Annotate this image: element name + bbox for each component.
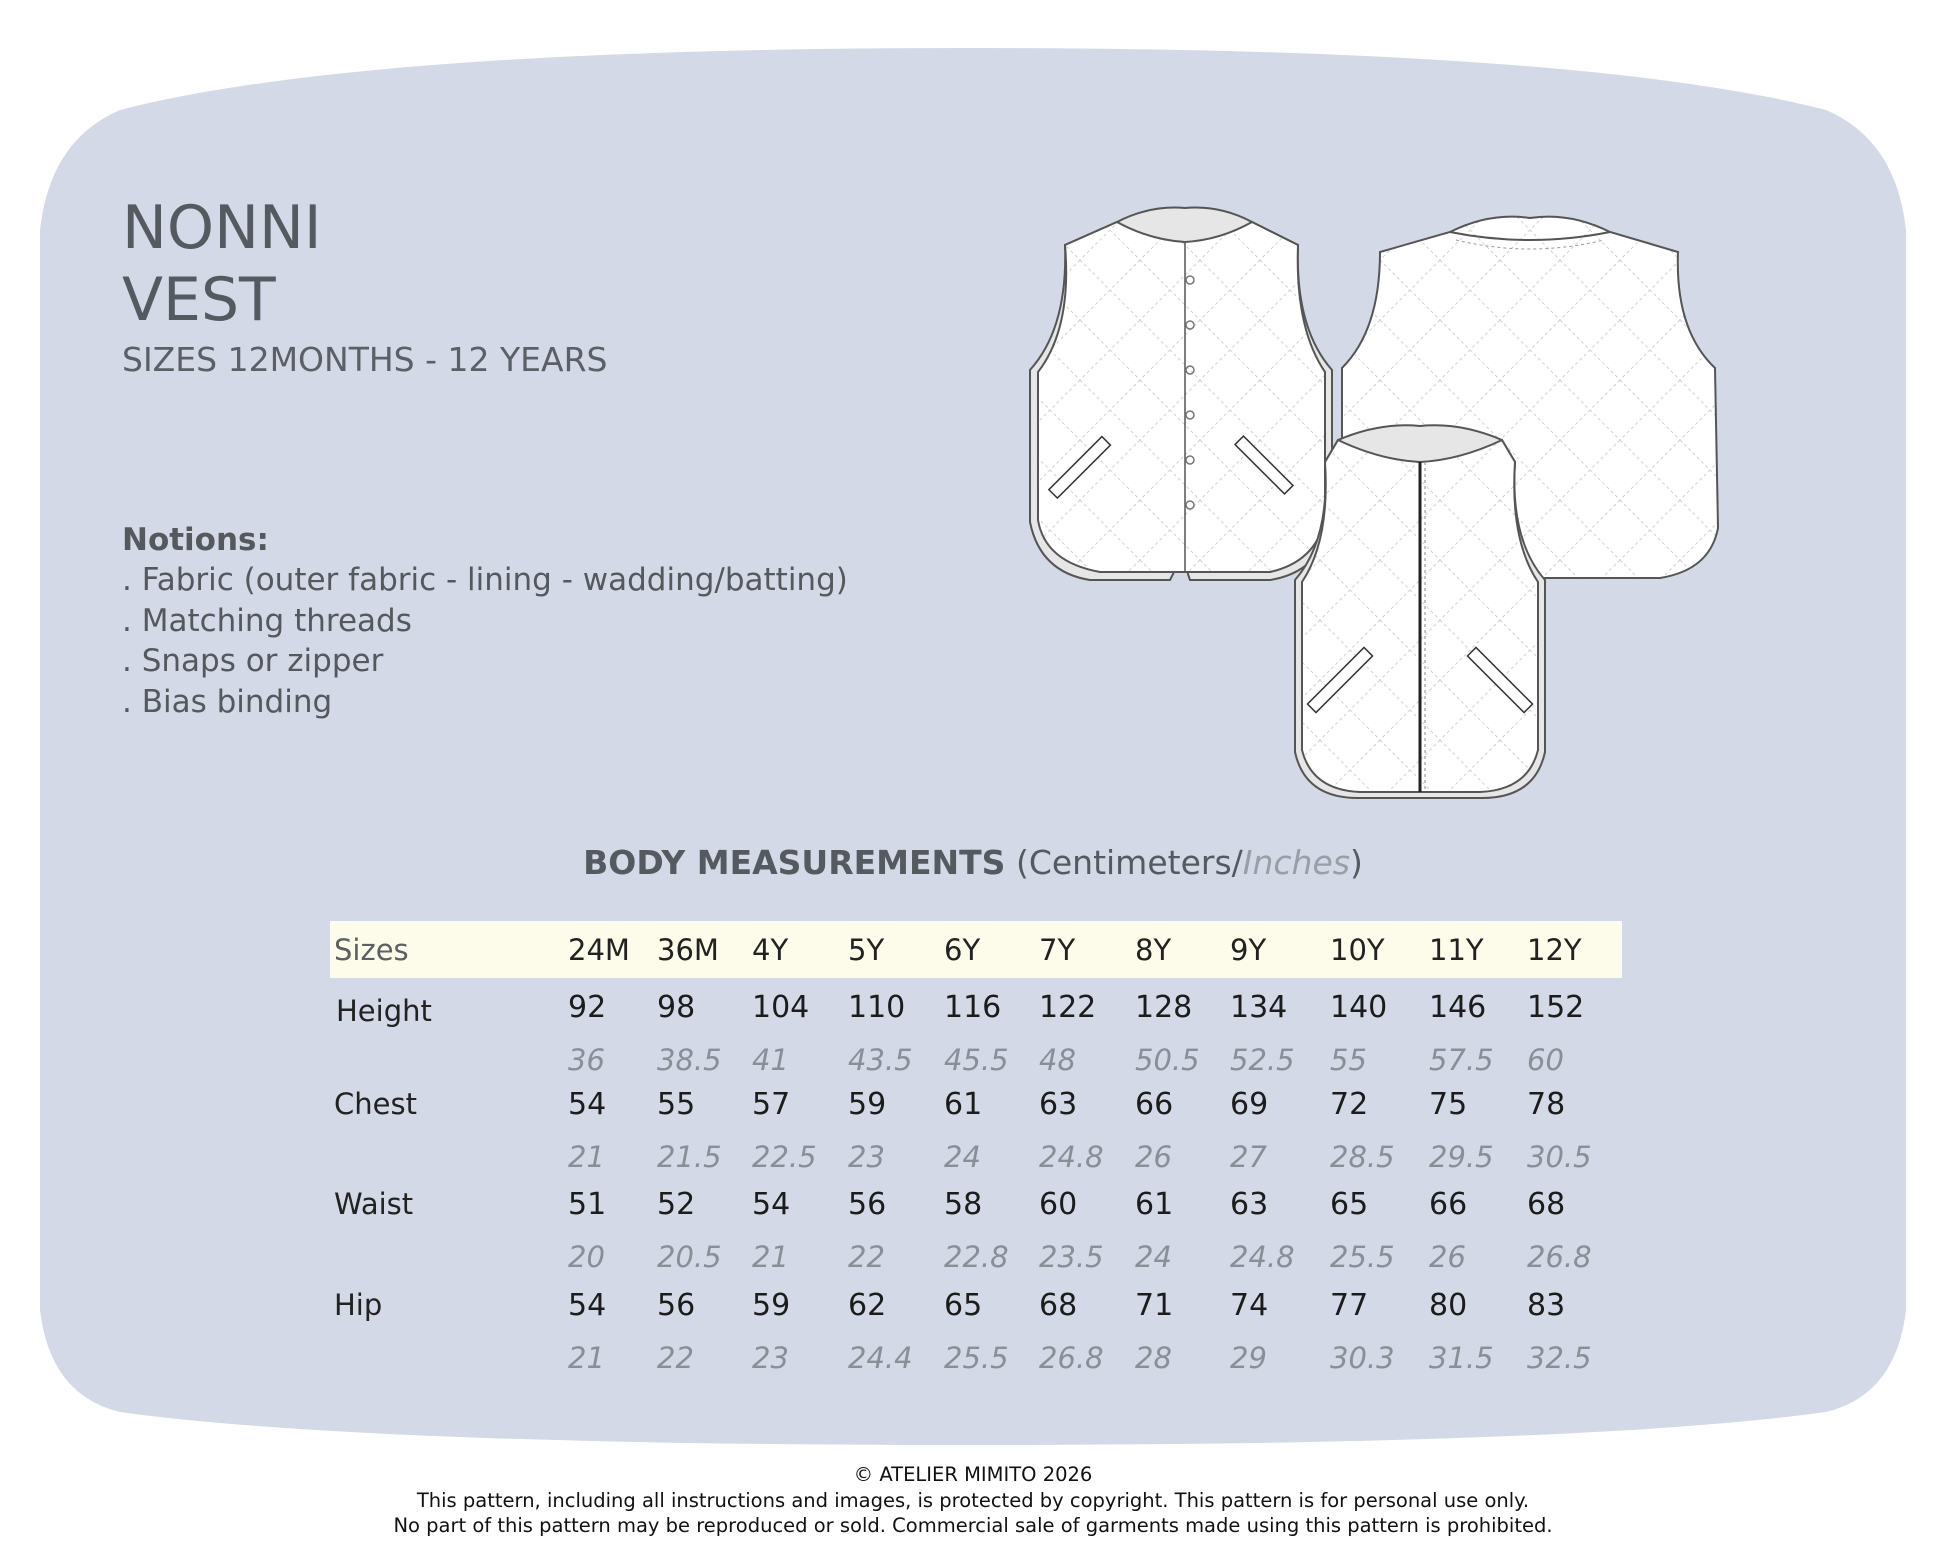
inch-value-cell: 29.5	[1429, 1140, 1494, 1174]
cm-value-cell: 63	[1230, 1187, 1269, 1222]
cm-value-cell: 72	[1330, 1087, 1369, 1122]
copyright-footer	[0, 1462, 1946, 1539]
cm-value-cell: 78	[1527, 1087, 1566, 1122]
cm-value-cell: 92	[568, 990, 607, 1025]
size-header-cell: 8Y	[1135, 933, 1172, 967]
cm-value-cell: 98	[657, 990, 696, 1025]
inch-value-cell: 21	[568, 1341, 605, 1375]
inch-value-cell: 24.8	[1230, 1240, 1295, 1274]
size-range-subtitle: SIZES 12MONTHS - 12 YEARS	[122, 340, 608, 379]
measurements-title-inches: Inches	[1242, 843, 1350, 882]
cm-value-cell: 122	[1039, 990, 1097, 1025]
inch-value-cell: 26	[1429, 1240, 1466, 1274]
measurements-title-close: )	[1349, 843, 1363, 882]
inch-value-cell: 41	[752, 1043, 789, 1077]
cm-value-cell: 152	[1527, 990, 1585, 1025]
inch-value-cell: 43.5	[848, 1043, 913, 1077]
cm-value-cell: 66	[1429, 1187, 1468, 1222]
inch-value-cell: 23.5	[1039, 1240, 1104, 1274]
cm-value-cell: 59	[752, 1288, 791, 1323]
cm-value-cell: 58	[944, 1187, 983, 1222]
cm-value-cell: 140	[1330, 990, 1388, 1025]
size-header-cell: 4Y	[752, 933, 789, 967]
cm-value-cell: 61	[944, 1087, 983, 1122]
cm-value-cell: 61	[1135, 1187, 1174, 1222]
notion-item: . Bias binding	[122, 683, 333, 720]
row-label-hip: Hip	[334, 1288, 383, 1322]
notions-section	[122, 520, 848, 722]
title-line-2: VEST	[122, 265, 276, 335]
cm-value-cell: 75	[1429, 1087, 1468, 1122]
inch-value-cell: 30.5	[1527, 1140, 1592, 1174]
inch-value-cell: 23	[752, 1341, 789, 1375]
row-label-waist: Waist	[334, 1187, 414, 1221]
inch-value-cell: 25.5	[944, 1341, 1009, 1375]
inch-value-cell: 23	[848, 1140, 885, 1174]
cm-value-cell: 60	[1039, 1187, 1078, 1222]
cm-value-cell: 83	[1527, 1288, 1566, 1323]
inch-value-cell: 27	[1230, 1140, 1267, 1174]
cm-value-cell: 55	[657, 1087, 696, 1122]
cm-value-cell: 69	[1230, 1087, 1269, 1122]
cm-value-cell: 71	[1135, 1288, 1174, 1323]
inch-value-cell: 21	[568, 1140, 605, 1174]
cm-value-cell: 128	[1135, 990, 1193, 1025]
inch-value-cell: 20.5	[657, 1240, 722, 1274]
cm-value-cell: 63	[1039, 1087, 1078, 1122]
vest-front-snaps-view	[1030, 208, 1332, 580]
size-header-cell: 24M	[568, 933, 630, 967]
inch-value-cell: 22.8	[944, 1240, 1009, 1274]
sizes-label: Sizes	[334, 933, 409, 967]
cm-value-cell: 52	[657, 1187, 696, 1222]
cm-value-cell: 146	[1429, 990, 1487, 1025]
inch-value-cell: 24.8	[1039, 1140, 1104, 1174]
notion-item: . Matching threads	[122, 602, 412, 639]
row-label-chest: Chest	[334, 1087, 417, 1121]
inch-value-cell: 45.5	[944, 1043, 1009, 1077]
cm-value-cell: 116	[944, 990, 1002, 1025]
cm-value-cell: 54	[568, 1087, 607, 1122]
cm-value-cell: 62	[848, 1288, 887, 1323]
size-header-cell: 9Y	[1230, 933, 1267, 967]
cm-value-cell: 66	[1135, 1087, 1174, 1122]
size-header-cell: 10Y	[1330, 933, 1385, 967]
size-header-cell: 7Y	[1039, 933, 1076, 967]
inch-value-cell: 29	[1230, 1341, 1267, 1375]
pattern-title	[122, 192, 322, 336]
inch-value-cell: 24	[944, 1140, 981, 1174]
inch-value-cell: 36	[568, 1043, 605, 1077]
cm-value-cell: 54	[568, 1288, 607, 1323]
cm-value-cell: 74	[1230, 1288, 1269, 1323]
inch-value-cell: 22	[848, 1240, 885, 1274]
cm-value-cell: 56	[657, 1288, 696, 1323]
notion-item: . Fabric (outer fabric - lining - wadding/batting)	[122, 562, 848, 598]
vest-illustration	[1020, 200, 1740, 820]
inch-value-cell: 60	[1527, 1043, 1564, 1077]
inch-value-cell: 52.5	[1230, 1043, 1295, 1077]
row-label-height: Height	[336, 994, 432, 1028]
measurements-title-units: (Centimeters/	[1005, 843, 1243, 882]
cm-value-cell: 68	[1039, 1288, 1078, 1323]
size-header-cell: 12Y	[1527, 933, 1582, 967]
notions-list	[122, 560, 848, 722]
inch-value-cell: 55	[1330, 1043, 1367, 1077]
body-measurements-title	[0, 843, 1946, 882]
notion-item: . Snaps or zipper	[122, 643, 384, 679]
cm-value-cell: 65	[1330, 1187, 1369, 1222]
notions-heading: Notions:	[122, 522, 269, 558]
usage-notice-line: This pattern, including all instructions and images, is protected by copyright. This pattern is for personal use only.	[416, 1488, 1530, 1512]
inch-value-cell: 26.8	[1039, 1341, 1104, 1375]
inch-value-cell: 48	[1039, 1043, 1076, 1077]
size-header-cell: 6Y	[944, 933, 981, 967]
inch-value-cell: 26	[1135, 1140, 1172, 1174]
size-header-cell: 11Y	[1429, 933, 1484, 967]
title-line-1: NONNI	[122, 193, 322, 263]
prohibition-notice-line: No part of this pattern may be reproduced or sold. Commercial sale of garments made using this pattern is prohibited.	[393, 1514, 1553, 1537]
inch-value-cell: 20	[568, 1240, 605, 1274]
size-header-cell: 5Y	[848, 933, 885, 967]
inch-value-cell: 28.5	[1330, 1140, 1395, 1174]
inch-value-cell: 26.8	[1527, 1240, 1592, 1274]
copyright-line: © ATELIER MIMITO 2026	[853, 1463, 1093, 1486]
cm-value-cell: 104	[752, 990, 810, 1025]
inch-value-cell: 31.5	[1429, 1341, 1494, 1375]
vest-front-zipper-view	[1295, 425, 1545, 798]
inch-value-cell: 25.5	[1330, 1240, 1395, 1274]
cm-value-cell: 77	[1330, 1288, 1369, 1323]
inch-value-cell: 21.5	[657, 1140, 722, 1174]
cm-value-cell: 51	[568, 1187, 607, 1222]
inch-value-cell: 38.5	[657, 1043, 722, 1077]
cm-value-cell: 57	[752, 1087, 791, 1122]
cm-value-cell: 134	[1230, 990, 1288, 1025]
inch-value-cell: 24.4	[848, 1341, 913, 1375]
inch-value-cell: 30.3	[1330, 1341, 1395, 1375]
cm-value-cell: 68	[1527, 1187, 1566, 1222]
size-header-cell: 36M	[657, 933, 719, 967]
measurements-title-bold: BODY MEASUREMENTS	[583, 843, 1006, 882]
inch-value-cell: 21	[752, 1240, 789, 1274]
inch-value-cell: 32.5	[1527, 1341, 1592, 1375]
cm-value-cell: 110	[848, 990, 906, 1025]
inch-value-cell: 57.5	[1429, 1043, 1494, 1077]
cm-value-cell: 80	[1429, 1288, 1468, 1323]
inch-value-cell: 22	[657, 1341, 694, 1375]
cm-value-cell: 59	[848, 1087, 887, 1122]
cm-value-cell: 56	[848, 1187, 887, 1222]
inch-value-cell: 24	[1135, 1240, 1172, 1274]
cm-value-cell: 65	[944, 1288, 983, 1323]
inch-value-cell: 28	[1135, 1341, 1172, 1375]
inch-value-cell: 22.5	[752, 1140, 817, 1174]
inch-value-cell: 50.5	[1135, 1043, 1200, 1077]
cm-value-cell: 54	[752, 1187, 791, 1222]
